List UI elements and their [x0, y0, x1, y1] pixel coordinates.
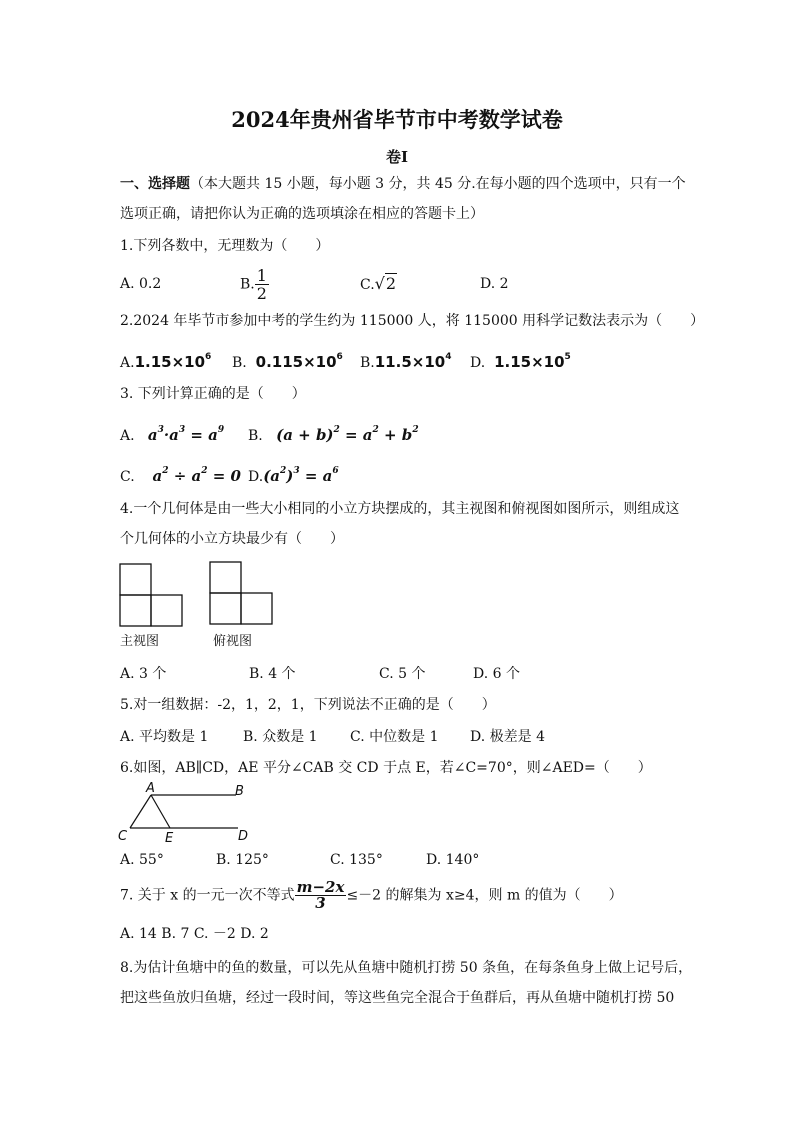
q3-option-c [120, 461, 241, 487]
q3-d-formula: $(a^2)^3 = a^6$ [263, 466, 339, 485]
q2-b-prefix: B. [232, 355, 247, 371]
main-view-bottom-right-cube [151, 595, 182, 626]
q2-option-d [470, 347, 571, 373]
q2-a-base: 1.15×10 [134, 353, 206, 371]
q6-stem: 6.如图，AB∥CD，AE 平分∠CAB 交 CD 于点 E，若∠C=70°，则∠AED=（ ） [120, 760, 652, 776]
segment-ac [130, 795, 151, 828]
q1-fraction-den: 2 [256, 284, 267, 303]
q6-option-b: B. 125° [216, 852, 269, 868]
q3-b-formula: $(a + b)^2 = a^2 + b^2$ [276, 425, 419, 444]
q3-a-prefix: A. [120, 428, 135, 444]
q2-b-exp: 6 [336, 352, 343, 362]
q1-option-c-prefix: C. [360, 277, 375, 293]
q1-fraction-num: 1 [256, 266, 267, 285]
q3-option-a [120, 420, 224, 446]
q2-option-c [360, 347, 451, 373]
sqrt-symbol-icon: √ [374, 274, 385, 293]
q4-option-b: B. 4 个 [249, 666, 296, 682]
q1-option-b-prefix: B. [240, 276, 255, 293]
q4-option-d: D. 6 个 [473, 666, 520, 682]
q4-figure [110, 558, 300, 652]
top-view-bottom-right-cube [241, 593, 272, 624]
q7-fraction [295, 880, 347, 911]
q1-option-c [360, 274, 397, 295]
top-view-top-cube [210, 562, 241, 593]
q7-stem [120, 880, 623, 911]
q2-d-exp: 5 [564, 352, 571, 362]
point-d-label: D [238, 829, 249, 844]
q4-stem-line2: 个几何体的小立方块最少有（ ） [120, 531, 344, 547]
q2-d-prefix: D. [470, 355, 486, 371]
q2-option-b [232, 347, 343, 373]
main-view-bottom-left-cube [120, 595, 151, 626]
q7-fraction-num: m−2x [296, 878, 345, 896]
top-view-drawing [210, 562, 272, 624]
q4-stem-line1: 4.一个几何体是由一些大小相同的小立方块摆成的，其主视图和俯视图如图所示，则组成这 [120, 501, 680, 517]
q7-fraction-den: 3 [315, 894, 326, 912]
point-b-label: B [235, 784, 244, 799]
q2-a-exp: 6 [205, 352, 212, 362]
q3-option-b [248, 420, 419, 446]
q1-fraction [255, 267, 269, 302]
main-view-label: 主视图 [120, 634, 160, 649]
q3-c-formula: $a^2 \div a^2 = 0$ [152, 466, 241, 485]
main-view-top-cube [120, 564, 151, 595]
q2-d-base: 1.15×10 [494, 353, 565, 371]
q2-stem: 2.2024 年毕节市参加中考的学生约为 115000 人，将 115000 用科学记数法表示为（ ） [120, 313, 705, 329]
point-c-label: C [118, 829, 128, 844]
main-view-drawing [120, 564, 182, 626]
q2-c-prefix: B. [360, 355, 375, 371]
q4-option-a: A. 3 个 [120, 666, 167, 682]
q2-c-expr [375, 353, 452, 371]
q1-option-a: A. 0.2 [120, 276, 162, 292]
q3-stem: 3. 下列计算正确的是（ ） [120, 386, 306, 402]
q2-option-a [120, 347, 211, 373]
q5-option-b: B. 众数是 1 [243, 729, 318, 745]
q1-stem: 1.下列各数中，无理数为（ ） [120, 238, 330, 254]
q2-b-base: 0.115×10 [255, 353, 337, 371]
q5-option-c: C. 中位数是 1 [350, 729, 439, 745]
q6-option-a: A. 55° [120, 852, 164, 868]
section-heading: 一、选择题 [120, 176, 190, 192]
top-view-bottom-left-cube [210, 593, 241, 624]
q3-b-prefix: B. [248, 428, 263, 444]
q2-c-exp: 4 [445, 352, 452, 362]
q7-stem-post: ≤－2 的解集为 x≥4，则 m 的值为（ ） [346, 887, 623, 904]
q8-line2: 把这些鱼放归鱼塘，经过一段时间，等这些鱼完全混合于鱼群后，再从鱼塘中随机打捞 50 [120, 990, 675, 1006]
q8-line1: 8.为估计鱼塘中的鱼的数量，可以先从鱼塘中随机打捞 50 条鱼，在每条鱼身上做上记号后， [120, 960, 693, 976]
q2-c-base: 11.5×10 [374, 353, 446, 371]
q2-b-expr [256, 353, 343, 371]
q2-a-expr [135, 353, 212, 371]
section-desc-line2: 选项正确，请把你认为正确的选项填涂在相应的答题卡上） [120, 206, 484, 222]
q3-d-prefix: D. [248, 469, 264, 485]
q1-radicand: 2 [385, 274, 397, 293]
q5-option-d: D. 极差是 4 [470, 729, 545, 745]
q2-a-prefix: A. [120, 355, 135, 371]
q7-options: A. 14 B. 7 C. －2 D. 2 [120, 926, 269, 942]
point-e-label: E [165, 831, 174, 844]
q5-stem: 5.对一组数据：-2，1，2，1，下列说法不正确的是（ ） [120, 697, 496, 713]
q3-option-d [248, 461, 339, 487]
q7-stem-pre: 7. 关于 x 的一元一次不等式 [120, 887, 295, 904]
q6-figure [114, 780, 264, 844]
q1-option-b [240, 267, 269, 302]
q4-option-c: C. 5 个 [379, 666, 426, 682]
q6-option-d: D. 140° [426, 852, 480, 868]
page-title: 2024年贵州省毕节市中考数学试卷 [231, 107, 563, 132]
segment-ae [151, 795, 170, 828]
top-view-label: 俯视图 [213, 634, 253, 649]
q1-option-d: D. 2 [480, 276, 509, 292]
volume-label: 卷Ⅰ [385, 148, 409, 166]
section-desc-text: （本大题共 15 小题，每小题 3 分，共 45 分.在每小题的四个选项中，只有一个 [190, 176, 686, 192]
q3-c-prefix: C. [120, 469, 135, 485]
point-a-label: A [146, 781, 155, 796]
q5-option-a: A. 平均数是 1 [120, 729, 209, 745]
q2-d-expr [494, 353, 571, 371]
q3-a-formula: $a^3\cdot a^3 = a^9$ [147, 425, 225, 444]
section-desc-line1 [120, 174, 686, 194]
q6-option-c: C. 135° [330, 852, 383, 868]
